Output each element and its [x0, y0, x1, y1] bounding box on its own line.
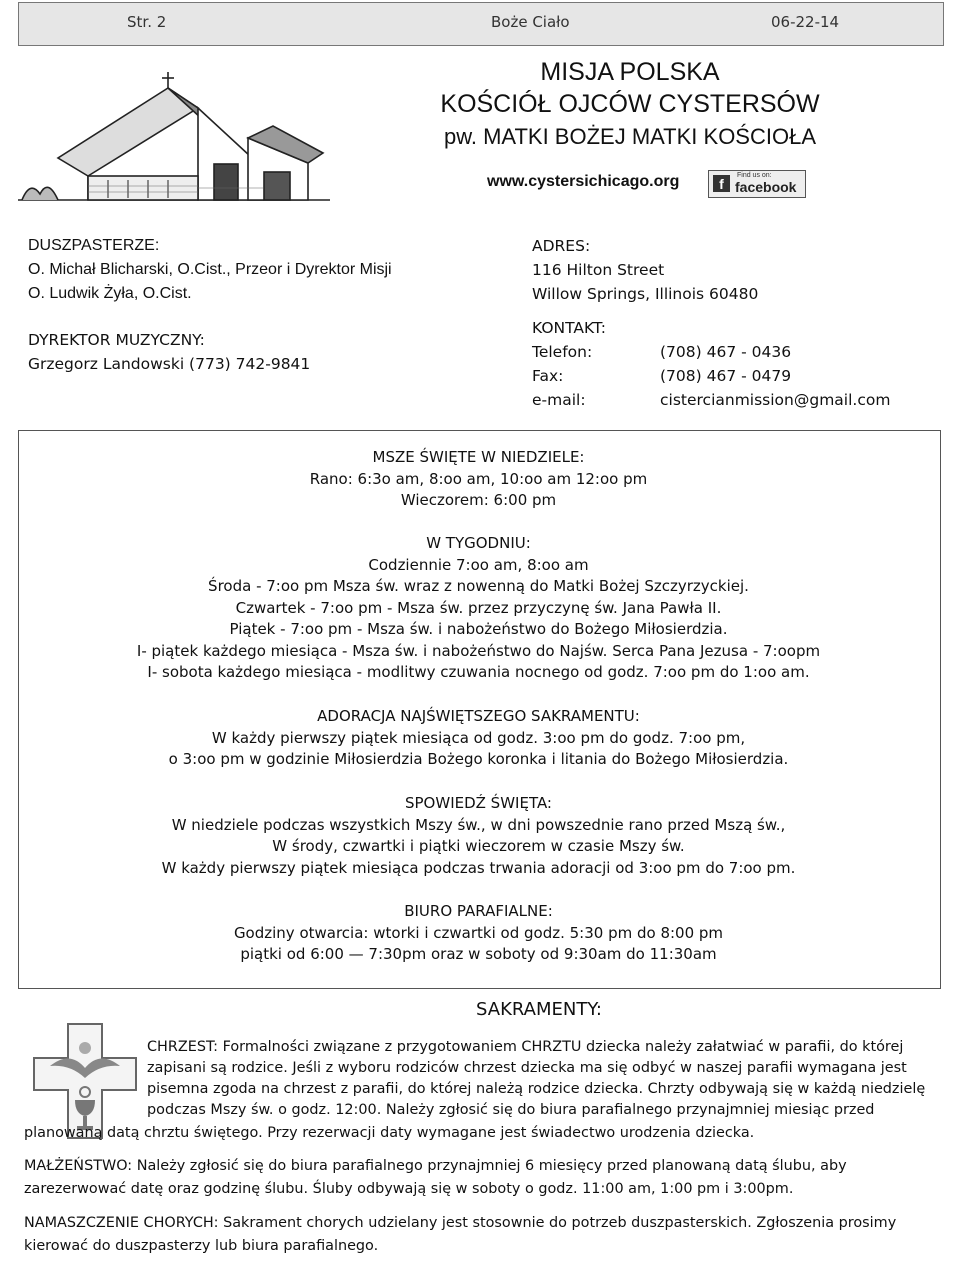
- week-first-saturday: I- sobota każdego miesiąca - modlitwy czuwania nocnego od godz. 7:oo pm do 1:oo am.: [147, 663, 810, 681]
- address-city: Willow Springs, Illinois 60480: [532, 285, 759, 303]
- email-label: e-mail:: [532, 391, 586, 409]
- week-friday: Piątek - 7:oo pm - Msza św. i nabożeństwo do Bożego Miłosierdzia.: [229, 620, 728, 638]
- church-title: KOŚCIÓŁ OJCÓW CYSTERSÓW: [440, 90, 820, 118]
- anointing-line-1: NAMASZCZENIE CHORYCH: Sakrament chorych udzielany jest stosownie do potrzeb duszpasterskich. Zgłoszenia prosimy: [24, 1215, 897, 1231]
- facebook-icon: f: [713, 175, 730, 192]
- contact-heading: KONTAKT:: [532, 319, 606, 337]
- email-address[interactable]: cistercianmission@gmail.com: [660, 391, 891, 409]
- adoration-title: ADORACJA NAJŚWIĘTSZEGO SAKRAMENTU:: [317, 707, 640, 725]
- website-link[interactable]: www.cystersichicago.org: [487, 173, 680, 190]
- confession-line-3: W każdy pierwszy piątek miesiąca podczas trwania adoracji od 3:oo pm do 7:oo pm.: [161, 858, 796, 877]
- baptism-line-2: zapisani są rodzice. Jeśli z wyboru rodziców chrzest dziecka ma się odbyć w naszej parafii wymagana jest: [147, 1060, 907, 1076]
- pastors-heading: DUSZPASTERZE:: [28, 237, 160, 254]
- adoration-line-2: o 3:oo pm w godzinie Miłosierdzia Bożego koronka i litania do Bożego Miłosierdzia.: [168, 750, 789, 768]
- baptism-line-3: pisemna zgoda na chrzest z parafii, do której należą rodzice dziecka. Chrzty odbywają się w każdą niedzielę: [147, 1081, 926, 1097]
- sunday-title: MSZE ŚWIĘTE W NIEDZIELE:: [372, 448, 585, 466]
- office-title: BIURO PARAFIALNE:: [404, 902, 553, 920]
- bulletin-date: 06-22-14: [771, 13, 840, 31]
- office-hours-1: Godziny otwarcia: wtorki i czwartki od godz. 5:30 pm do 8:00 pm: [233, 923, 724, 942]
- sacraments-title: SAKRAMENTY:: [476, 999, 602, 1020]
- page-number: Str. 2: [127, 13, 167, 31]
- week-wednesday: Środa - 7:oo pm Msza św. wraz z nowenną do Matki Bożej Szczyrzyckiej.: [208, 577, 749, 595]
- adoration: [18, 706, 939, 771]
- phone-label: Telefon:: [532, 343, 593, 361]
- baptism-line-1: CHRZEST: Formalności związane z przygotowaniem CHRZTU dziecka należy załatwiać w parafii, do której: [147, 1039, 904, 1055]
- week-title: W TYGODNIU:: [426, 534, 531, 552]
- facebook-small-text: Find us on:: [737, 172, 772, 179]
- marriage-line-2: zarezerwować datę oraz godzinę ślubu. Śluby odbywają się w soboty o godz. 11:00 am, 1:00 pm i 3:00pm.: [24, 1181, 794, 1197]
- church-dedication: pw. MATKI BOŻEJ MATKI KOŚCIOŁA: [443, 124, 817, 149]
- week-thursday: Czwartek - 7:oo pm - Msza św. przez przyczynę św. Jana Pawła II.: [235, 598, 722, 617]
- address-street: 116 Hilton Street: [532, 261, 665, 279]
- address-heading: ADRES:: [532, 237, 591, 255]
- church-illustration: [18, 68, 330, 208]
- office-hours-2: piątki od 6:00 — 7:30pm oraz w soboty od 9:30am do 11:30am: [240, 945, 717, 963]
- sunday-morning: Rano: 6:3o am, 8:oo am, 10:oo am 12:oo pm: [309, 469, 648, 488]
- confession-title: SPOWIEDŹ ŚWIĘTA:: [404, 794, 552, 812]
- parish-office: [18, 901, 939, 966]
- marriage-line-1: MAŁŻEŃSTWO: Należy zgłosić się do biura parafialnego przynajmniej 6 miesięcy przed planowaną datą ślubu, aby: [24, 1158, 847, 1174]
- phone-number: (708) 467 - 0436: [660, 343, 792, 361]
- anointing-line-2: kierować do duszpasterzy lub biura parafialnego.: [24, 1238, 379, 1254]
- facebook-badge[interactable]: [708, 170, 806, 198]
- weekday-masses: [18, 533, 939, 684]
- week-daily: Codziennie 7:oo am, 8:oo am: [368, 555, 589, 574]
- fax-label: Fax:: [532, 367, 564, 385]
- music-director: Grzegorz Landowski (773) 742-9841: [28, 355, 311, 373]
- pastor-1: O. Michał Blicharski, O.Cist., Przeor i Dyrektor Misji: [28, 261, 392, 278]
- baptism-line-5: planowaną datą chrztu świętego. Przy rezerwacji daty wymagane jest świadectwo urodzenia dziecka.: [24, 1125, 755, 1141]
- mission-title: MISJA POLSKA: [540, 58, 720, 86]
- music-director-heading: DYREKTOR MUZYCZNY:: [28, 331, 205, 349]
- sunday-evening: Wieczorem: 6:00 pm: [400, 491, 557, 509]
- confession-line-1: W niedziele podczas wszystkich Mszy św., w dni powszednie rano przed Mszą św.,: [171, 815, 786, 834]
- confession: [18, 793, 939, 879]
- feast-name: Boże Ciało: [491, 13, 570, 31]
- week-first-friday: I- piątek każdego miesiąca - Msza św. i nabożeństwo do Najśw. Serca Pana Jezusa - 7:oopm: [136, 641, 821, 660]
- baptism-line-4: podczas Mszy św. o godz. 12:00. Należy zgłosić się do biura parafialnego przynajmniej miesiąc przed: [147, 1102, 875, 1118]
- confession-line-2: W środy, czwartki i piątki wieczorem w czasie Mszy św.: [272, 837, 685, 855]
- sunday-masses: [18, 447, 939, 512]
- pastor-2: O. Ludwik Żyła, O.Cist.: [28, 285, 192, 302]
- header-bar: [18, 2, 944, 46]
- facebook-word: facebook: [735, 179, 797, 195]
- fax-number: (708) 467 - 0479: [660, 367, 792, 385]
- adoration-line-1: W każdy pierwszy piątek miesiąca od godz. 3:oo pm do godz. 7:oo pm,: [211, 728, 746, 747]
